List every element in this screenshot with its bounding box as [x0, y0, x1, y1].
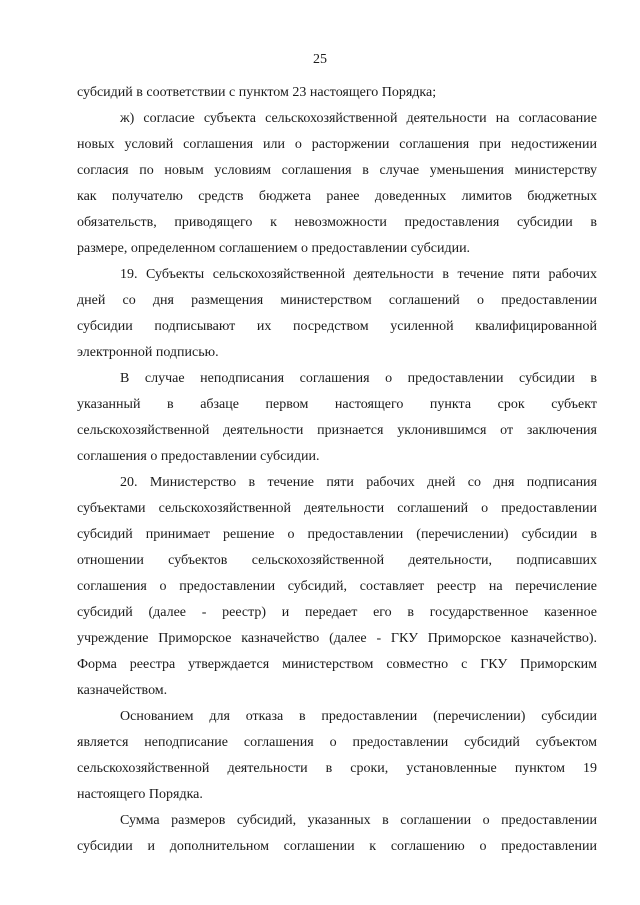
text-line: субсидии и дополнительном соглашении к соглашению о предоставлении — [77, 839, 597, 854]
text-line: является неподписание соглашения о предоставлении субсидий субъектом — [77, 735, 597, 750]
text-line: учреждение Приморское казначейство (далее - ГКУ Приморское казначейство). — [77, 631, 597, 646]
text-line: субсидий в соответствии с пунктом 23 настоящего Порядка; — [77, 85, 437, 100]
text-line: сельскохозяйственной деятельности в сроки, установленные пунктом 19 — [77, 761, 597, 776]
text-line: новых условий соглашения или о расторжении соглашения при недостижении — [77, 137, 597, 152]
text-line: размере, определенном соглашением о предоставлении субсидии. — [77, 241, 471, 256]
text-line: Форма реестра утверждается министерством совместно с ГКУ Приморским — [77, 657, 597, 672]
text-line: 20. Министерство в течение пяти рабочих дней со дня подписания — [120, 475, 597, 490]
text-line: Основанием для отказа в предоставлении (перечислении) субсидии — [120, 709, 597, 724]
page-number: 25 — [313, 52, 327, 67]
text-line: ж) согласие субъекта сельскохозяйственной деятельности на согласование — [120, 111, 597, 126]
text-line: отношении субъектов сельскохозяйственной деятельности, подписавших — [77, 553, 597, 568]
text-line: казначейством. — [77, 683, 168, 698]
text-line: 19. Субъекты сельскохозяйственной деятельности в течение пяти рабочих — [120, 267, 597, 282]
text-line: соглашения о предоставлении субсидии. — [77, 449, 320, 464]
text-line: электронной подписью. — [77, 345, 219, 360]
text-line: настоящего Порядка. — [77, 787, 203, 802]
text-line: В случае неподписания соглашения о предоставлении субсидии в — [120, 371, 597, 386]
text-line: субсидии подписывают их посредством усиленной квалифицированной — [77, 319, 597, 334]
text-line: Сумма размеров субсидий, указанных в соглашении о предоставлении — [120, 813, 597, 828]
text-line: субъектами сельскохозяйственной деятельности соглашений о предоставлении — [77, 501, 597, 516]
text-line: соглашения о предоставлении субсидий, составляет реестр на перечисление — [77, 579, 597, 594]
text-line: субсидий (далее - реестр) и передает его в государственное казенное — [77, 605, 597, 620]
text-line: указанный в абзаце первом настоящего пункта срок субъект — [77, 397, 597, 412]
text-line: обязательств, приводящего к невозможности предоставления субсидии в — [77, 215, 597, 230]
text-line: дней со дня размещения министерством соглашений о предоставлении — [77, 293, 597, 308]
text-line: сельскохозяйственной деятельности признается уклонившимся от заключения — [77, 423, 597, 438]
text-line: как получателю средств бюджета ранее доведенных лимитов бюджетных — [77, 189, 597, 204]
text-line: согласия по новым условиям соглашения в случае уменьшения министерству — [77, 163, 597, 178]
text-line: субсидий принимает решение о предоставлении (перечислении) субсидии в — [77, 527, 597, 542]
